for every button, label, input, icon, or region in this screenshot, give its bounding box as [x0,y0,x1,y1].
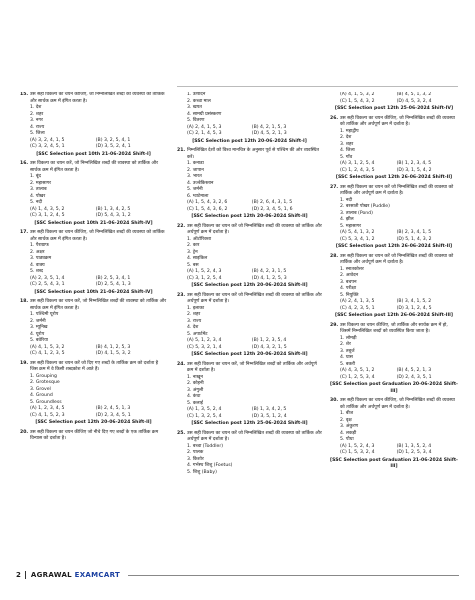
item-list [330,336,458,369]
answer-option: (A) 4, 1, 5, 3, 2 [30,344,65,350]
answer-option: (B) 4, 2, 1, 5, 3 [251,124,287,130]
question-text: निम्नलिखित देशों को विश्व मानचित्र के अनुसार पूर्व से पश्चिम की ओर व्यवस्थित करें। [187,148,320,160]
question-block [330,185,458,251]
question-number: 24. [177,361,186,367]
item-list [177,375,322,408]
list-item: 3. पाठ्यक्रम [30,256,52,261]
answer-option: (B) 2, 6, 4, 3, 1, 5 [251,200,293,205]
list-item: 3. तबूर्ज [340,348,355,354]
question-number: 17. [20,230,29,235]
list-item: 2. जापान [187,167,204,173]
list-item: 6. ग्वाटेमाला [187,193,209,199]
item-list [330,411,458,444]
list-item: 2. Grotesque [30,380,60,385]
list-item: 4. लकड़ी [340,430,357,436]
answer-option: (C) 4, 2, 3, 5, 1 [340,305,375,311]
answer-option: (D) 2, 4, 3, 5, 1 [396,374,432,380]
answer-option: (B) 1, 2, 3, 4, 5 [396,161,432,166]
question-block [177,224,322,290]
question-number: 16. [20,161,29,166]
question-text-row [20,161,167,174]
question-block [20,161,167,227]
answer-option: (B) 2, 5, 3, 4, 1 [95,275,131,281]
item-list [20,374,167,407]
question-text-row [177,224,322,237]
list-item: 1. लोमड़ी [340,335,357,341]
answer-option: (C) 1, 2, 5, 3, 4 [340,374,375,380]
list-item: 4. सामग्री प्रसंस्करण [187,111,222,117]
question-text-row [177,148,322,161]
list-item: 2. शेर [340,342,351,347]
question-text-row [20,230,167,243]
option-list [177,125,322,138]
item-list [330,198,458,231]
option-list [20,276,167,289]
list-item: 3. म्यूनिख [30,325,48,330]
answer-option: (B) 1, 3, 4, 2, 5 [95,206,131,212]
source-citation: [SSC Selection post Graduation 21-06-2024 Shift-III] [330,457,458,469]
answer-option: (B) 4, 5, 2, 1, 3 [396,368,432,373]
answer-option: (B) 4, 5, 1, 3, 2 [396,92,432,97]
list-item: 1. बीज [340,411,354,416]
option-list [177,200,322,213]
answer-option: (B) 2, 3, 4, 1, 5 [396,230,432,235]
answer-option: (B) 4, 1, 2, 5, 3 [95,344,131,350]
page-number: 2 [16,571,21,579]
question-text: उस सही विकल्प का चयन करें जो निम्नलिखित शब्दों की व्यवस्था को तार्किक और अर्थपूर्ण क्रम में दर्शाता है। [340,253,454,265]
list-item: 4. वाक्य [30,262,45,268]
list-item: 3. भारत [187,174,202,179]
list-item: 2. महासागर [30,180,51,186]
answer-option: (C) 5, 3, 2, 1, 4 [187,344,222,350]
list-item: 5. कलाई [187,400,203,406]
question-block [177,92,322,145]
list-item: 2. कोहनी [187,381,204,386]
answer-option: (C) 1, 5, 4, 3, 6, 2 [187,206,228,212]
answer-option: (D) 4, 5, 2, 1, 3 [251,131,287,136]
page-footer [16,568,459,582]
option-list [330,161,458,174]
list-item: 1. महाद्वीप [340,128,359,134]
list-item: 1. Grouping [30,373,57,379]
answer-option: (B) 3, 4, 1, 5, 2 [396,299,432,304]
answer-option: (C) 3, 1, 2, 4, 5 [30,213,65,218]
source-citation: [SSC Selection post 12th 25-06-2024 Shift-IV] [334,106,454,111]
answer-option: (B) 4, 2, 3, 1, 5 [251,269,287,274]
list-item: 5. जिला [30,131,45,136]
list-item: 3. राज्य [187,318,202,324]
question-text: उस सही विकल्प का चयन कीजिए, जो निम्नलिखित शब्दों की व्यवस्था को तार्किक और सार्थक क्रम में इंगित करता है। [30,230,165,242]
source-citation: [SSC Selection post 12th 26-06-2024 Shift-III] [334,313,453,318]
list-item: 3. Grovel [30,386,51,392]
list-item: 5. जर्मनी [187,187,203,192]
answer-option: (B) 1, 2, 3, 5, 4 [251,338,287,343]
list-item: 1. देश [30,105,42,110]
list-item: 1. कनाडा [187,161,204,166]
question-text: उस सही विकल्प का चयन कीजिए, जो निम्नलिखित शब्दों की व्यवस्था को तार्किक और अर्थपूर्ण क्रम में दर्शाता है। [340,398,455,410]
option-list [177,338,322,351]
question-text: उस सही विकल्प का चयन करें जो दिए गए शब्दों के तार्किक क्रम को दर्शाता है जिस क्रम में वे किसी शब्दकोश में आते हैं। [30,360,159,372]
item-list [20,243,167,276]
question-number: 18. [20,299,29,304]
question-number: 27. [330,184,339,190]
list-item: 4. झील [340,217,354,222]
question-text-row [20,92,167,105]
list-item: 1. इलाका [187,305,205,311]
question-block [177,293,322,359]
source-citation: [SSC Selection post 12th 26-06-2024 Shift-II] [335,175,453,180]
question-block [177,362,322,428]
option-list [330,444,458,457]
answer-option: (A) 5, 4, 1, 3, 2 [340,230,375,235]
question-text: उस सही विकल्प का चयन करें, जो निम्नलिखित शब्दों को तार्किक और अर्थपूर्ण क्रम में दर्शाता है। [187,361,317,373]
question-text: उस सही विकल्प का चयन करें जो निम्नलिखित शब्दों की व्यवस्था को तार्किक और अर्थपूर्ण क्रम में दर्शाता है। [187,292,322,304]
question-text-row [20,361,167,374]
answer-option: (C) 1, 5, 4, 3, 2 [340,98,375,104]
list-item: 5. नदी [30,200,43,205]
source-citation: [SSC Selection post 12th 20-06-2024 Shift-II] [191,214,308,219]
list-item: 2. आवेदन [340,273,359,278]
answer-option: (D) 3, 5, 1, 2, 4 [251,413,287,419]
question-number: 15. [20,92,29,97]
list-item: 4. Ground [30,393,53,398]
answer-option: (A) 1, 5, 2, 4, 3 [340,443,375,449]
answer-option: (D) 5, 1, 4, 3, 2 [396,236,432,242]
option-list [20,345,167,358]
list-item: 4. साइकिल [187,256,208,261]
question-block [330,116,458,182]
list-item: 3. ट्रेन [187,249,198,255]
option-list [20,406,167,419]
item-list [330,129,458,162]
option-list [330,299,458,312]
answer-option: (A) 4, 1, 5, 3, 2 [340,92,375,97]
source-citation: [SSC Selection post 12th 20-06-2024 Shift-II] [191,352,308,357]
answer-option: (B) 1, 3, 4, 2, 5 [251,407,287,412]
list-item: 1. ऑटोरिक्शा [187,236,212,242]
list-item: 5. पौधा [340,437,354,442]
answer-option: (A) 1, 4, 3, 5, 2 [30,206,65,212]
source-citation: [SSC Selection post Graduation 20-06-2024 Shift-III] [330,382,458,394]
list-item: 2. जर्मनी [30,318,46,324]
answer-option: (C) 5, 3, 4, 1, 2 [340,236,375,242]
list-item: 3. खपत [187,105,202,110]
item-list [177,444,322,477]
answer-option: (A) 1, 5, 4, 3, 2, 6 [187,200,228,205]
item-list [330,267,458,300]
list-item: 4. पोखर [30,193,46,199]
list-item: 5. गाँव [340,154,353,160]
answer-option: (A) 3, 2, 4, 1, 5 [30,137,65,143]
question-number: 22. [177,223,186,229]
question-text-row [177,293,322,306]
question-text-row [177,431,322,444]
list-item: 4. घास [340,355,353,360]
answer-option: (C) 1, 3, 2, 5, 4 [187,413,222,419]
question-text: उस सही विकल्प का चयन कीजिए, जो निम्नलिखित शब्दों की व्यवस्था को तार्किक और अर्थपूर्ण क्रम में दर्शाता है। [340,115,455,127]
column-middle [177,92,322,479]
list-item: 4. परीक्षा [340,286,357,291]
question-block [20,299,167,358]
list-item: 1. बच्चा (Toddler) [187,443,224,449]
list-item: 5. नियुक्ति [340,292,359,298]
answer-option: (A) 4, 3, 5, 1, 2 [340,368,375,373]
column-right [330,92,458,474]
list-item: 4. उज्बेकिस्तान [187,180,214,186]
question-number: 19. [20,360,29,366]
option-list [330,230,458,243]
question-text: उस सही विकल्प का चयन करें जो निम्नलिखित शब्दों की व्यवस्था को तार्किक और अर्थपूर्ण क्रम में दर्शाता है। [340,184,454,196]
question-text: उस सही विकल्प का चयन करें जो निम्नलिखित शब्दों की व्यवस्था को तार्किक और अर्थपूर्ण क्रम में दर्शाता है। [187,223,322,235]
list-item: 3. अंगुली [187,387,204,393]
column-left [20,92,167,446]
question-text-row [330,398,458,411]
list-item: 2. कच्चा माल [187,98,211,104]
answer-option: (D) 1, 2, 5, 3, 4 [396,450,432,455]
question-text: उस सही विकल्प का चयन करें जो निम्नलिखित शब्दों की व्यवस्था को तार्किक और अर्थपूर्ण क्रम में दर्शाता है। [187,430,322,442]
list-item: 1. नाखून [187,374,203,380]
source-citation: [SSC Selection post 10th 21-06-2024 Shift-I] [36,151,151,157]
list-item: 4. कंधा [187,394,201,399]
answer-option: (A) 2, 4, 1, 5, 3 [187,124,222,130]
answer-option: (C) 2, 5, 4, 3, 1 [30,282,65,287]
list-item: 2. कार [187,243,200,248]
option-list [330,368,458,381]
footer-separator [25,571,26,579]
question-block [177,431,322,477]
list-item: 4. यूरोप [30,331,45,337]
list-item: 3. तालाब [30,187,47,192]
item-list [177,237,322,270]
list-item: 2. शहर [30,111,44,117]
list-item: 1. पश्चिमी यूरोप [30,312,59,317]
list-item: 4. देश [187,325,199,330]
list-item: 5. महासागर [340,223,361,229]
list-item: 5. शिशु (Baby) [187,469,217,475]
question-text-row [20,430,167,443]
item-list [177,161,322,200]
answer-option: (C) 1, 2, 4, 3, 5 [340,167,375,173]
question-text: उस सही विकल्प का चयन कीजिए जो नीचे दिए गए शब्दों के एक तार्किक क्रम विन्यास को दर्शाता है। [30,429,159,441]
question-text-row [330,323,458,336]
answer-option: (D) 2, 3, 4, 5, 1, 6 [251,206,293,212]
list-item: 3. अंकुरण [340,424,359,429]
answer-option: (A) 3, 1, 2, 5, 4 [340,161,375,166]
question-block [330,398,458,471]
answer-option: (D) 4, 1, 2, 5, 3 [251,275,287,281]
answer-option: (B) 3, 2, 5, 4, 1 [95,137,131,143]
question-block [20,230,167,296]
question-number: 28. [330,253,339,259]
answer-option: (D) 5, 4, 3, 1, 2 [95,213,131,218]
list-item: 4. गर्भस्थ शिशु (Foetus) [187,463,233,468]
top-rule [177,86,458,87]
option-list [330,92,458,105]
source-citation: [SSC Selection post 12th 25-06-2024 Shift-II] [191,421,308,426]
list-item: 1. स्नातकोत्तर [340,266,364,272]
option-list [177,269,322,282]
question-block [20,92,167,158]
answer-option: (D) 3, 5, 2, 4, 1 [95,144,131,149]
list-item: 1. उत्पादन [187,92,206,97]
list-item: 2. पालक [187,450,204,455]
answer-option: (D) 3, 1, 5, 4, 2 [396,167,432,173]
item-list [20,174,167,207]
answer-option: (A) 2, 3, 5, 1, 4 [30,275,65,281]
list-item: 1. पैराग्राफ [30,243,49,248]
question-number: 23. [177,292,186,298]
option-list [177,407,322,420]
answer-option: (D) 4, 5, 3, 2, 4 [396,98,432,104]
answer-option: (D) 4, 3, 2, 1, 5 [251,344,287,350]
list-item: 2. वृक्ष [340,417,352,423]
list-item: 3. बचपन [340,279,357,285]
question-text: उस विकल्प का चयन करें, जो निम्नलिखित शब्दों की व्यवस्था को तार्किक और सार्थक क्रम में इंगित करता है। [30,161,158,173]
brand-prefix: AGRAWAL [30,571,75,579]
footer-rule [128,575,459,576]
answer-option: (C) 2, 1, 4, 5, 3 [187,131,222,136]
list-item: 2. अक्षर [30,249,45,255]
answer-option: (D) 3, 1, 2, 4, 5 [396,305,432,311]
question-number: 26. [330,115,339,121]
brand-name: EXAMCART [74,571,121,579]
answer-option: (C) 1, 5, 3, 2, 4 [340,450,375,455]
answer-option: (D) 4, 1, 5, 3, 2 [95,351,131,356]
answer-option: (A) 1, 5, 2, 4, 3 [187,269,222,274]
question-text-row [330,185,458,198]
list-item: 3. तालाब (Pond) [340,210,373,216]
source-citation: [SSC Selection post 12th 26-06-2024 Shift-II] [335,244,453,249]
item-list [20,312,167,345]
question-number: 21. [177,148,186,153]
question-text: उस सही विकल्प का चयन करें, जो निम्नलिखित शब्दों की व्यवस्था को तार्किक और सार्थक क्रम में इंगित करता है। [30,299,167,311]
item-list [177,306,322,339]
question-block [177,148,322,221]
item-list [20,105,167,138]
list-item: 2. देश [340,135,352,140]
question-block [330,323,458,396]
list-item: 5. बस [187,262,199,268]
list-item: 5. अपार्टमेंट [187,331,208,337]
list-item: 4. जिला [340,148,355,153]
source-citation: [SSC Selection post 12th 20-06-2024 Shift-II] [35,420,152,425]
source-citation: [SSC Selection post 10th 21-06-2024 Shift-IV] [34,289,153,295]
question-number: 29. [330,322,339,328]
question-text-row [330,254,458,267]
source-citation: [SSC Selection post 12th 20-06-2024 Shift-II] [191,283,308,288]
question-text: उस विकल्प का चयन कीजिए, जो तार्किक और सार्थक क्रम में हो, जिसमें निम्नलिखित शब्दों को व्यवस्थित किया जाता है। [340,322,448,334]
source-citation: [SSC Selection post 10th 21-06-2024 Shift-IV] [34,220,153,226]
question-number: 25. [177,430,186,436]
option-list [20,138,167,151]
list-item: 3. नगर [30,118,43,123]
brand-logo [31,571,120,579]
question-number: 20. [20,429,29,435]
list-item: 5. Groundless [30,399,62,405]
question-block [330,254,458,320]
answer-option: (B) 2, 4, 5, 1, 3 [95,406,131,411]
list-item: 5. बकरी [340,361,356,367]
answer-option: (C) 3, 1, 2, 5, 4 [187,275,222,281]
option-list [20,207,167,220]
question-text-row [330,116,458,129]
answer-option: (D) 2, 3, 4, 5, 1 [95,412,131,418]
question-text: उस सही विकल्प का चयन कीजिए, जो निम्नलिखित शब्दों की व्यवस्था को तार्किक और सार्थक क्रम में इंगित करता है। [30,92,165,104]
question-block [330,92,458,113]
list-item: 4. राज्य [30,124,45,130]
question-block [20,430,167,443]
answer-option: (A) 5, 1, 2, 3, 4 [187,338,222,343]
answer-option: (A) 2, 4, 1, 3, 5 [340,299,375,304]
question-number: 30. [330,398,339,403]
list-item: 1. बूंद [30,174,41,179]
answer-option: (D) 2, 5, 4, 1, 3 [95,282,131,287]
item-list [177,92,322,125]
list-item: 2. बरसाती पोखर (Puddle) [340,204,390,209]
list-item: 2. शहर [187,312,201,317]
answer-option: (C) 4, 1, 5, 2, 3 [30,412,65,418]
question-text-row [177,362,322,375]
question-text-row [20,299,167,312]
question-block [20,361,167,427]
answer-option: (C) 3, 2, 4, 5, 1 [30,144,65,149]
list-item: 5. शब्द [30,269,43,274]
list-item: 5. बवेरिया [30,338,48,343]
answer-option: (B) 1, 3, 5, 2, 4 [396,443,432,449]
answer-option: (A) 1, 2, 3, 4, 5 [30,406,65,411]
source-citation: [SSC Selection post 12th 20-06-2024 Shift-I] [192,138,307,144]
list-item: 3. किशोर [187,456,204,462]
answer-option: (A) 1, 3, 5, 2, 4 [187,407,222,412]
list-item: 3. शहर [340,141,354,147]
list-item: 5. वितरण [187,118,205,123]
list-item: 1. नदी [340,197,353,203]
answer-option: (C) 4, 1, 2, 3, 5 [30,351,65,356]
